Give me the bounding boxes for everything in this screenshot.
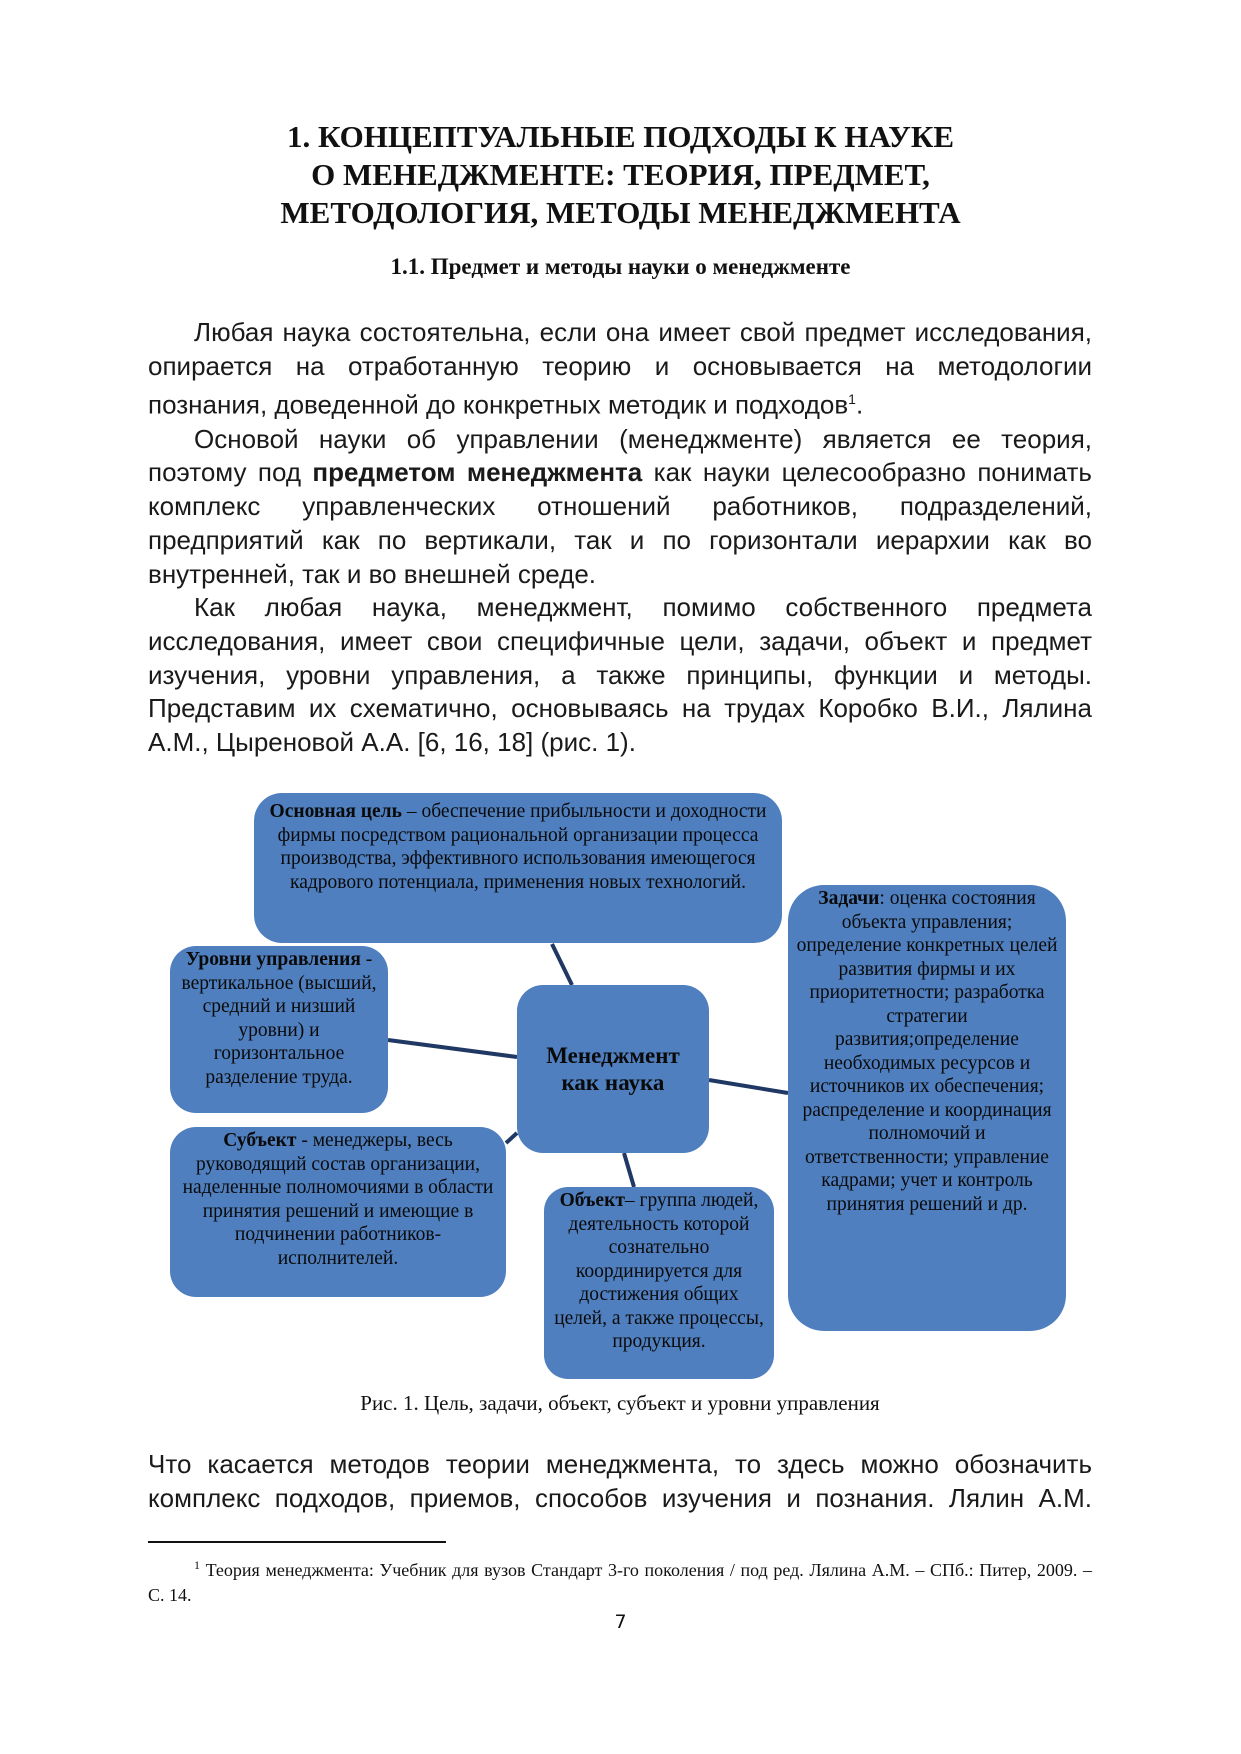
paragraph-2-bold-term: предметом менеджмента (312, 457, 643, 488)
chapter-title-line-1: 1. КОНЦЕПТУАЛЬНЫЕ ПОДХОДЫ К НАУКЕ (286, 119, 955, 154)
footnote-reference[interactable]: 1 (848, 391, 856, 408)
footnote-divider (148, 1541, 446, 1543)
paragraph-2-before: Основой науки об управлении (менеджменте) является ее теория, поэтому под (148, 423, 1092, 488)
levels-text: - вертикальное (высший, средний и низший уровни) и горизонтальное разделение труда. (181, 949, 377, 1088)
footnote-text: Теория менеджмента: Учебник для вузов Стандарт 3-го поколения / под ред. Лялина А.М. – СПб.: Питер, 2009. – С. 14. (148, 1560, 1092, 1605)
paragraph-3: Как любая наука, менеджмент, помимо собственного предмета исследования, имеет свои специфичные цели, задачи, объект и предмет изучения, уровни управления, а также принципы, функции и методы. Представим их схематично, основываясь на трудах Коробко В.И., Лялина А.М., Цыреновой А.А. [6, 16, 18] (рис. 1). (148, 592, 1092, 758)
goal-title: Основная цель (269, 801, 402, 822)
body-text (148, 316, 1092, 760)
tasks-box (788, 885, 1066, 1331)
object-title: Объект (559, 1190, 625, 1211)
tasks-text: : оценка состояния объекта управления; определение конкретных целей развития фирмы и их приоритетности; разработка стратегии развития;определение необходимых ресурсов и источников их обеспечения; распределение и координация полномочий и ответственности; управление кадрами; учет и контроль принятия решений и др. (796, 888, 1058, 1215)
levels-title: Уровни управления (185, 949, 361, 970)
goal-box (254, 793, 782, 943)
paragraph-1-end: . (855, 390, 864, 421)
subject-title: Субъект (223, 1130, 297, 1151)
center-line-1: Менеджмент (546, 1043, 680, 1068)
connector-goal (552, 944, 572, 985)
chapter-title-line-3: МЕТОДОЛОГИЯ, МЕТОДЫ МЕНЕДЖМЕНТА (280, 195, 961, 230)
levels-box (170, 946, 388, 1113)
object-box (544, 1187, 774, 1379)
paragraph-2-after: как науки целесообразно понимать комплекс управленческих отношений работников, подразделений, предприятий как по вертикали, так и по горизонтали иерархии как во внутренней, так и во внешней среде. (148, 457, 1092, 589)
paragraph-1-text: Любая наука состоятельна, если она имеет свой предмет исследования, опирается на отработанную теорию и основывается на методологии познания, доведенной до конкретных методик и подходов (148, 317, 1092, 421)
center-box (517, 985, 709, 1153)
tasks-title: Задачи (818, 888, 880, 909)
footnote (148, 1553, 1092, 1608)
figure-caption: Рис. 1. Цель, задачи, объект, субъект и уровни управления (360, 1391, 880, 1415)
footnote-marker: 1 (194, 1558, 200, 1572)
goal-text: – обеспечение прибыльности и доходности фирмы посредством рациональной организации процесса производства, эффективного использования имеющегося кадрового потенциала, применения новых технологий. (277, 801, 767, 893)
subject-box (170, 1127, 506, 1297)
page-number: 7 (614, 1611, 627, 1633)
center-label (546, 1042, 680, 1096)
connector-subject (506, 1133, 517, 1143)
section-title: 1.1. Предмет и методы науки о менеджменте (390, 254, 851, 279)
chapter-title (200, 118, 1041, 232)
paragraph-4: Что касается методов теории менеджмента, то здесь можно обозначить комплекс подходов, приемов, способов изучения и познания. Лялин А.М. (148, 1449, 1092, 1513)
connector-object (624, 1153, 634, 1187)
connector-levels (388, 1040, 517, 1057)
subject-text: - менеджеры, весь руководящий состав организации, наделенные полномочиями в области принятия решений и имеющие в подчинении работников-исполнителей. (182, 1130, 494, 1269)
center-line-2: как наука (561, 1070, 665, 1095)
paragraph-1 (148, 316, 1092, 423)
chapter-title-line-2: О МЕНЕДЖМЕНТЕ: ТЕОРИЯ, ПРЕДМЕТ, (311, 157, 930, 192)
connector-tasks (709, 1080, 788, 1093)
paragraph-2 (148, 423, 1092, 592)
object-text: – группа людей, деятельность которой сознательно координируется для достижения общих целей, а также процессы, продукция. (554, 1190, 764, 1352)
